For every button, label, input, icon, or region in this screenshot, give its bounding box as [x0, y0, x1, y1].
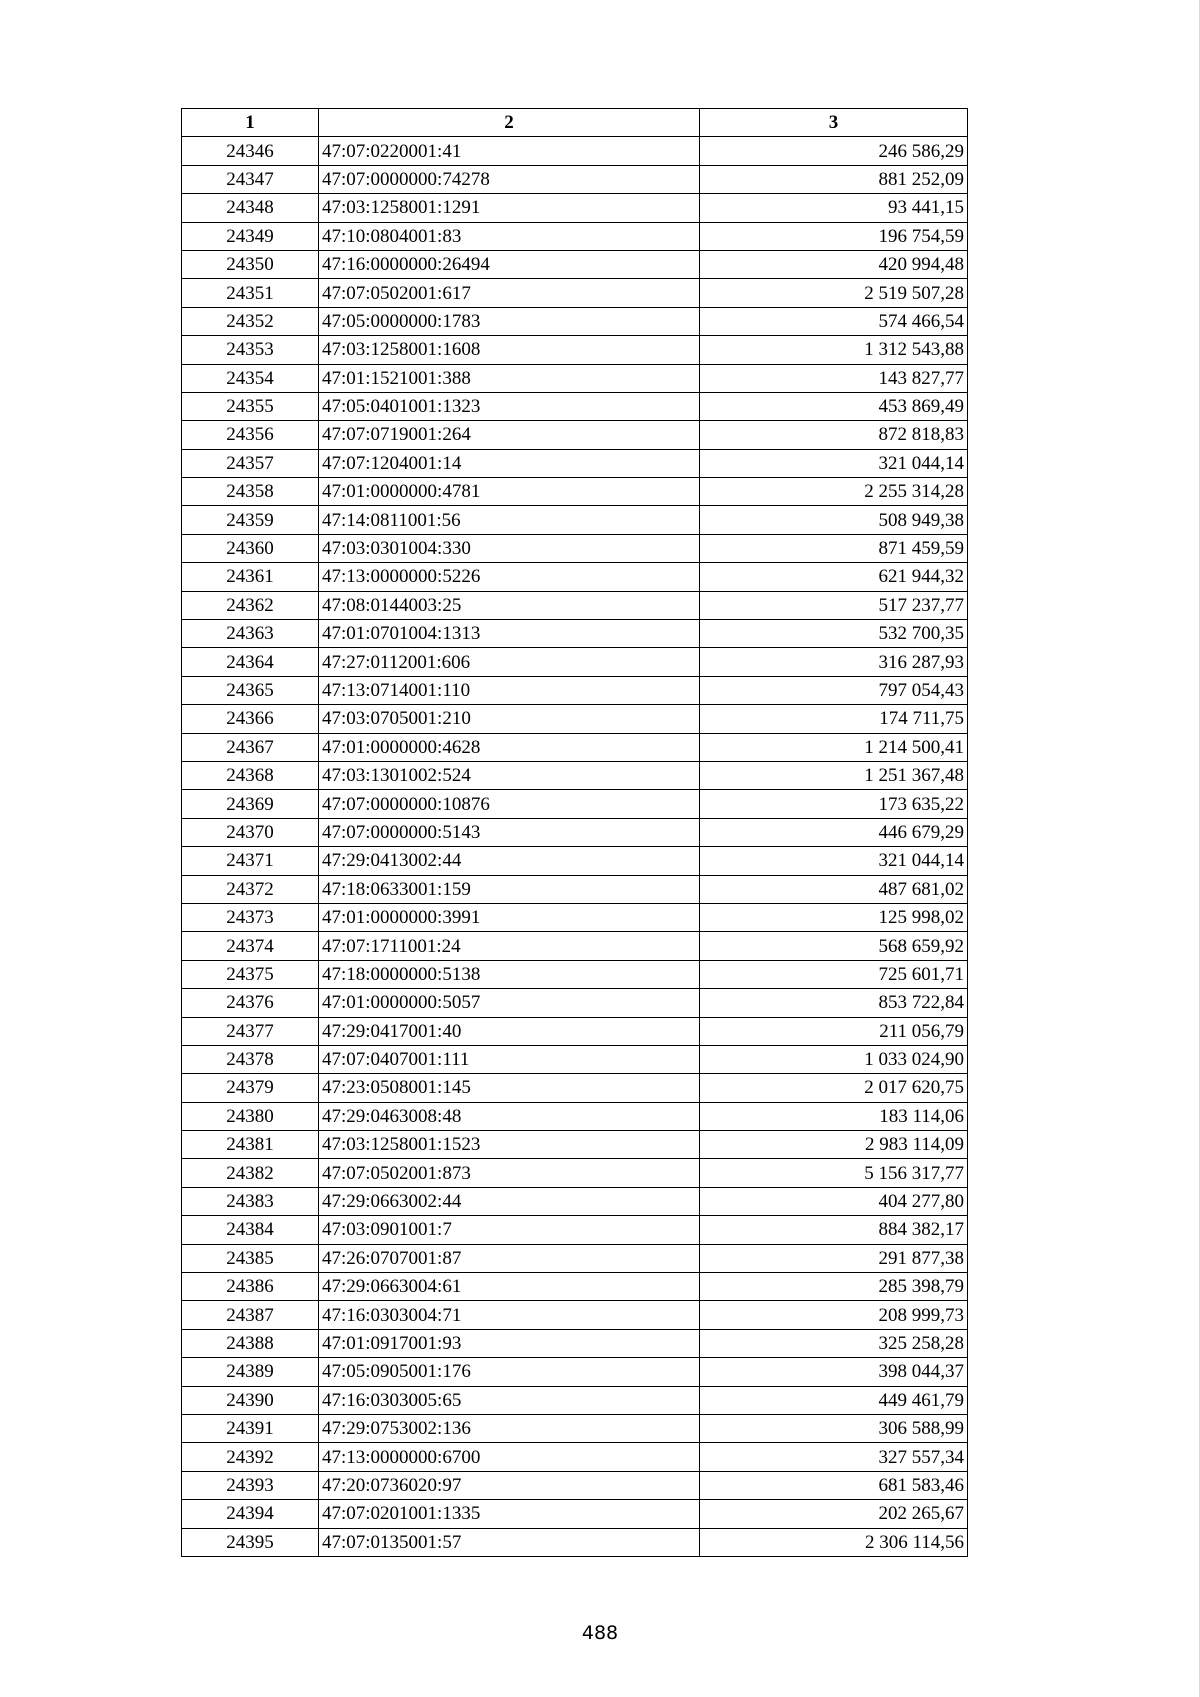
value-cell: 285 398,79: [700, 1273, 968, 1301]
table-row: [182, 1074, 968, 1102]
table-row: [182, 818, 968, 846]
cadastral-number-cell: 47:07:0201001:1335: [319, 1500, 700, 1528]
cadastral-number-cell: 47:29:0663002:44: [319, 1187, 700, 1215]
table-row: [182, 222, 968, 250]
table-row: [182, 506, 968, 534]
cadastral-number-cell: 47:03:1258001:1608: [319, 336, 700, 364]
table-row: [182, 1528, 968, 1556]
cadastral-number-cell: 47:14:0811001:56: [319, 506, 700, 534]
row-number-cell: 24362: [182, 591, 319, 619]
table-row: [182, 1187, 968, 1215]
table-row: [182, 591, 968, 619]
value-cell: 1 033 024,90: [700, 1045, 968, 1073]
value-cell: 872 818,83: [700, 421, 968, 449]
cadastral-number-cell: 47:18:0000000:5138: [319, 960, 700, 988]
table-row: [182, 165, 968, 193]
row-number-cell: 24361: [182, 563, 319, 591]
row-number-cell: 24346: [182, 137, 319, 165]
row-number-cell: 24374: [182, 932, 319, 960]
table-row: [182, 449, 968, 477]
value-cell: 183 114,06: [700, 1102, 968, 1130]
table-row: [182, 1045, 968, 1073]
cadastral-number-cell: 47:13:0000000:6700: [319, 1443, 700, 1471]
row-number-cell: 24379: [182, 1074, 319, 1102]
value-cell: 487 681,02: [700, 875, 968, 903]
value-cell: 246 586,29: [700, 137, 968, 165]
value-cell: 446 679,29: [700, 818, 968, 846]
value-cell: 143 827,77: [700, 364, 968, 392]
table-row: [182, 1159, 968, 1187]
table-row: [182, 1329, 968, 1357]
cadastral-number-cell: 47:10:0804001:83: [319, 222, 700, 250]
row-number-cell: 24372: [182, 875, 319, 903]
row-number-cell: 24350: [182, 250, 319, 278]
row-number-cell: 24373: [182, 903, 319, 931]
cadastral-number-cell: 47:01:0701004:1313: [319, 620, 700, 648]
table-row: [182, 250, 968, 278]
header-col-2: 2: [319, 109, 700, 137]
cadastral-number-cell: 47:29:0463008:48: [319, 1102, 700, 1130]
table-row: [182, 1386, 968, 1414]
row-number-cell: 24369: [182, 790, 319, 818]
cadastral-number-cell: 47:16:0303005:65: [319, 1386, 700, 1414]
row-number-cell: 24371: [182, 847, 319, 875]
cadastral-number-cell: 47:07:0000000:10876: [319, 790, 700, 818]
cadastral-number-cell: 47:07:1711001:24: [319, 932, 700, 960]
value-cell: 853 722,84: [700, 989, 968, 1017]
cadastral-number-cell: 47:07:0000000:74278: [319, 165, 700, 193]
row-number-cell: 24347: [182, 165, 319, 193]
value-cell: 2 306 114,56: [700, 1528, 968, 1556]
value-cell: 93 441,15: [700, 194, 968, 222]
cadastral-number-cell: 47:29:0753002:136: [319, 1414, 700, 1442]
cadastral-number-cell: 47:01:0000000:4628: [319, 733, 700, 761]
row-number-cell: 24389: [182, 1358, 319, 1386]
table-row: [182, 137, 968, 165]
cadastral-number-cell: 47:20:0736020:97: [319, 1471, 700, 1499]
value-cell: 325 258,28: [700, 1329, 968, 1357]
row-number-cell: 24365: [182, 676, 319, 704]
row-number-cell: 24393: [182, 1471, 319, 1499]
page-number: 488: [581, 1622, 619, 1644]
cadastral-number-cell: 47:29:0417001:40: [319, 1017, 700, 1045]
row-number-cell: 24394: [182, 1500, 319, 1528]
value-cell: 321 044,14: [700, 847, 968, 875]
value-cell: 881 252,09: [700, 165, 968, 193]
table-row: [182, 1301, 968, 1329]
value-cell: 321 044,14: [700, 449, 968, 477]
cadastral-number-cell: 47:03:1258001:1291: [319, 194, 700, 222]
row-number-cell: 24349: [182, 222, 319, 250]
value-cell: 2 519 507,28: [700, 279, 968, 307]
value-cell: 532 700,35: [700, 620, 968, 648]
value-cell: 681 583,46: [700, 1471, 968, 1499]
row-number-cell: 24383: [182, 1187, 319, 1215]
value-cell: 1 214 500,41: [700, 733, 968, 761]
row-number-cell: 24391: [182, 1414, 319, 1442]
table-row: [182, 932, 968, 960]
table-row: [182, 790, 968, 818]
cadastral-number-cell: 47:01:0917001:93: [319, 1329, 700, 1357]
cadastral-number-cell: 47:16:0303004:71: [319, 1301, 700, 1329]
table-row: [182, 1443, 968, 1471]
row-number-cell: 24395: [182, 1528, 319, 1556]
row-number-cell: 24355: [182, 392, 319, 420]
value-cell: 173 635,22: [700, 790, 968, 818]
value-cell: 621 944,32: [700, 563, 968, 591]
table-row: [182, 1414, 968, 1442]
table-body: [182, 137, 968, 1557]
row-number-cell: 24356: [182, 421, 319, 449]
value-cell: 5 156 317,77: [700, 1159, 968, 1187]
row-number-cell: 24367: [182, 733, 319, 761]
value-cell: 125 998,02: [700, 903, 968, 931]
row-number-cell: 24358: [182, 478, 319, 506]
cadastral-number-cell: 47:07:0220001:41: [319, 137, 700, 165]
row-number-cell: 24363: [182, 620, 319, 648]
row-number-cell: 24359: [182, 506, 319, 534]
table-row: [182, 336, 968, 364]
table-row: [182, 875, 968, 903]
value-cell: 202 265,67: [700, 1500, 968, 1528]
cadastral-number-cell: 47:03:0301004:330: [319, 534, 700, 562]
value-cell: 884 382,17: [700, 1216, 968, 1244]
row-number-cell: 24377: [182, 1017, 319, 1045]
table-header-row: [182, 109, 968, 137]
value-cell: 2 017 620,75: [700, 1074, 968, 1102]
cadastral-number-cell: 47:07:0502001:873: [319, 1159, 700, 1187]
cadastral-number-cell: 47:07:0502001:617: [319, 279, 700, 307]
value-cell: 568 659,92: [700, 932, 968, 960]
table-row: [182, 761, 968, 789]
cadastral-number-cell: 47:13:0714001:110: [319, 676, 700, 704]
cadastral-number-cell: 47:01:0000000:4781: [319, 478, 700, 506]
cadastral-number-cell: 47:13:0000000:5226: [319, 563, 700, 591]
cadastral-number-cell: 47:05:0401001:1323: [319, 392, 700, 420]
value-cell: 196 754,59: [700, 222, 968, 250]
table-row: [182, 194, 968, 222]
row-number-cell: 24366: [182, 705, 319, 733]
row-number-cell: 24384: [182, 1216, 319, 1244]
cadastral-number-cell: 47:27:0112001:606: [319, 648, 700, 676]
row-number-cell: 24364: [182, 648, 319, 676]
value-cell: 797 054,43: [700, 676, 968, 704]
table-row: [182, 1500, 968, 1528]
cadastral-number-cell: 47:18:0633001:159: [319, 875, 700, 903]
value-cell: 174 711,75: [700, 705, 968, 733]
table-row: [182, 1102, 968, 1130]
cadastral-number-cell: 47:05:0905001:176: [319, 1358, 700, 1386]
row-number-cell: 24381: [182, 1131, 319, 1159]
cadastral-number-cell: 47:23:0508001:145: [319, 1074, 700, 1102]
row-number-cell: 24376: [182, 989, 319, 1017]
row-number-cell: 24352: [182, 307, 319, 335]
row-number-cell: 24360: [182, 534, 319, 562]
table-row: [182, 648, 968, 676]
value-cell: 871 459,59: [700, 534, 968, 562]
value-cell: 508 949,38: [700, 506, 968, 534]
value-cell: 208 999,73: [700, 1301, 968, 1329]
table-row: [182, 705, 968, 733]
table-row: [182, 421, 968, 449]
row-number-cell: 24368: [182, 761, 319, 789]
row-number-cell: 24382: [182, 1159, 319, 1187]
table-row: [182, 1244, 968, 1272]
row-number-cell: 24388: [182, 1329, 319, 1357]
cadastral-number-cell: 47:26:0707001:87: [319, 1244, 700, 1272]
cadastral-number-cell: 47:01:0000000:5057: [319, 989, 700, 1017]
value-cell: 1 312 543,88: [700, 336, 968, 364]
cadastral-number-cell: 47:01:0000000:3991: [319, 903, 700, 931]
table-row: [182, 279, 968, 307]
value-cell: 211 056,79: [700, 1017, 968, 1045]
value-cell: 327 557,34: [700, 1443, 968, 1471]
table-row: [182, 1131, 968, 1159]
header-col-1: 1: [182, 109, 319, 137]
value-cell: 574 466,54: [700, 307, 968, 335]
cadastral-number-cell: 47:07:0407001:111: [319, 1045, 700, 1073]
row-number-cell: 24357: [182, 449, 319, 477]
value-cell: 449 461,79: [700, 1386, 968, 1414]
row-number-cell: 24380: [182, 1102, 319, 1130]
row-number-cell: 24375: [182, 960, 319, 988]
table-row: [182, 1358, 968, 1386]
row-number-cell: 24390: [182, 1386, 319, 1414]
value-cell: 1 251 367,48: [700, 761, 968, 789]
table-row: [182, 534, 968, 562]
value-cell: 291 877,38: [700, 1244, 968, 1272]
table-row: [182, 478, 968, 506]
cadastral-number-cell: 47:03:1258001:1523: [319, 1131, 700, 1159]
value-cell: 404 277,80: [700, 1187, 968, 1215]
value-cell: 306 588,99: [700, 1414, 968, 1442]
cadastral-number-cell: 47:29:0413002:44: [319, 847, 700, 875]
row-number-cell: 24354: [182, 364, 319, 392]
value-cell: 2 255 314,28: [700, 478, 968, 506]
row-number-cell: 24387: [182, 1301, 319, 1329]
row-number-cell: 24370: [182, 818, 319, 846]
table-row: [182, 1273, 968, 1301]
row-number-cell: 24378: [182, 1045, 319, 1073]
value-cell: 453 869,49: [700, 392, 968, 420]
row-number-cell: 24392: [182, 1443, 319, 1471]
cadastral-number-cell: 47:07:0000000:5143: [319, 818, 700, 846]
row-number-cell: 24386: [182, 1273, 319, 1301]
value-cell: 2 983 114,09: [700, 1131, 968, 1159]
cadastral-number-cell: 47:16:0000000:26494: [319, 250, 700, 278]
cadastral-number-cell: 47:03:0705001:210: [319, 705, 700, 733]
table-row: [182, 563, 968, 591]
value-cell: 316 287,93: [700, 648, 968, 676]
table-row: [182, 1471, 968, 1499]
cadastral-number-cell: 47:03:0901001:7: [319, 1216, 700, 1244]
row-number-cell: 24348: [182, 194, 319, 222]
table-row: [182, 620, 968, 648]
cadastral-number-cell: 47:08:0144003:25: [319, 591, 700, 619]
table-row: [182, 307, 968, 335]
cadastral-number-cell: 47:07:1204001:14: [319, 449, 700, 477]
cadastral-number-cell: 47:29:0663004:61: [319, 1273, 700, 1301]
row-number-cell: 24385: [182, 1244, 319, 1272]
value-cell: 398 044,37: [700, 1358, 968, 1386]
cadastral-number-cell: 47:05:0000000:1783: [319, 307, 700, 335]
row-number-cell: 24353: [182, 336, 319, 364]
header-col-3: 3: [700, 109, 968, 137]
table-row: [182, 989, 968, 1017]
value-cell: 420 994,48: [700, 250, 968, 278]
table-row: [182, 733, 968, 761]
data-table: [181, 108, 968, 1557]
table-row: [182, 364, 968, 392]
value-cell: 725 601,71: [700, 960, 968, 988]
value-cell: 517 237,77: [700, 591, 968, 619]
table-row: [182, 847, 968, 875]
table-row: [182, 392, 968, 420]
cadastral-number-cell: 47:01:1521001:388: [319, 364, 700, 392]
table-row: [182, 960, 968, 988]
table-row: [182, 903, 968, 931]
table-row: [182, 676, 968, 704]
table-row: [182, 1216, 968, 1244]
cadastral-number-cell: 47:03:1301002:524: [319, 761, 700, 789]
cadastral-number-cell: 47:07:0719001:264: [319, 421, 700, 449]
row-number-cell: 24351: [182, 279, 319, 307]
cadastral-number-cell: 47:07:0135001:57: [319, 1528, 700, 1556]
table-row: [182, 1017, 968, 1045]
